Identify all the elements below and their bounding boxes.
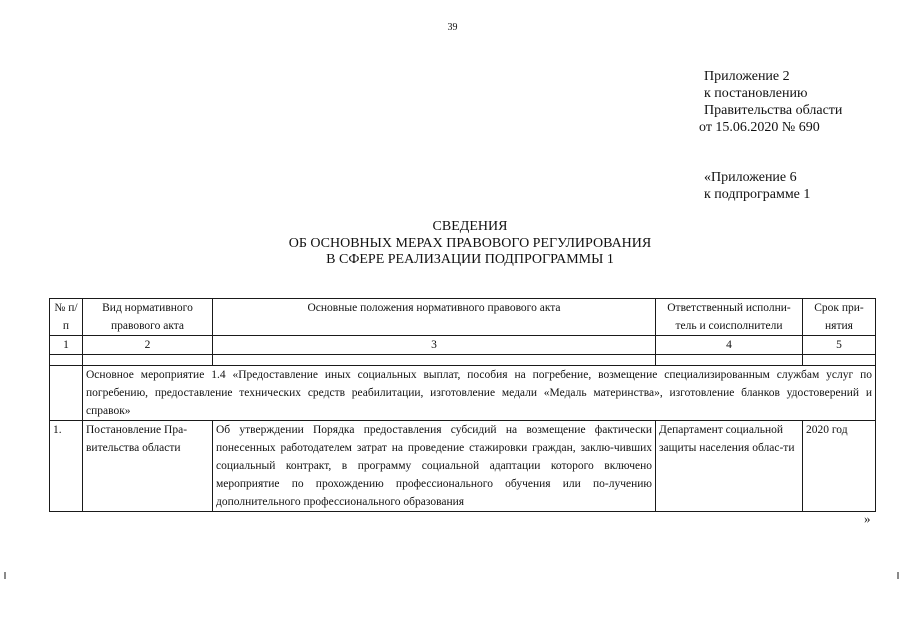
spacer-cell [656, 355, 803, 366]
title-line: СВЕДЕНИЯ [432, 219, 508, 234]
document-title [0, 219, 905, 269]
appendix-line: к постановлению [704, 86, 808, 101]
column-number: 2 [83, 336, 213, 355]
section-title: Основное мероприятие 1.4 «Предоставление иных социальных выплат, пособия на погребение, возмещение специализированным службам услуг по погребению, предоставление технических средств реабилитации, изготовление медали «Медаль материнства», изготовление бланков удостоверений и справок» [83, 366, 876, 421]
header-number: № п/п [50, 299, 83, 336]
column-number: 5 [803, 336, 876, 355]
row-number: 1. [50, 421, 83, 512]
header-responsible: Ответственный исполни-тель и соисполнители [656, 299, 803, 336]
page-number: 39 [447, 22, 458, 33]
legal-acts-table [49, 298, 876, 512]
appendix-reference [699, 68, 894, 136]
table-row [50, 421, 876, 512]
scan-edge-mark [4, 572, 6, 579]
row-responsible: Департамент социальной защиты населения облас-ти [656, 421, 803, 512]
spacer-cell [83, 355, 213, 366]
section-row [50, 366, 876, 421]
header-term: Срок при-нятия [803, 299, 876, 336]
subprogram-appendix-reference [704, 169, 894, 203]
title-line: В СФЕРЕ РЕАЛИЗАЦИИ ПОДПРОГРАММЫ 1 [326, 252, 614, 267]
header-act-type: Вид нормативного правового акта [83, 299, 213, 336]
appendix-line: «Приложение 6 [704, 170, 797, 185]
row-provisions: Об утверждении Порядка предоставления субсидий на возмещение фактически понесенных работодателем затрат на проведение стажировки граждан, заклю-чивших социальный контракт, в программу социальной адаптации которого включено мероприятие по прохождению профессионального обучения или по-лучению дополнительного профессионального образования [213, 421, 656, 512]
spacer-cell [213, 355, 656, 366]
row-term: 2020 год [803, 421, 876, 512]
closing-quote: » [864, 511, 871, 526]
column-number: 3 [213, 336, 656, 355]
spacer-cell [803, 355, 876, 366]
spacer-cell [50, 355, 83, 366]
column-number-row [50, 336, 876, 355]
title-line: ОБ ОСНОВНЫХ МЕРАХ ПРАВОВОГО РЕГУЛИРОВАНИЯ [288, 235, 652, 251]
section-number-cell [50, 366, 83, 421]
appendix-line: Приложение 2 [704, 69, 790, 84]
row-act-type: Постановление Пра-вительства области [83, 421, 213, 512]
column-number: 4 [656, 336, 803, 355]
appendix-date-line: от 15.06.2020 № 690 [699, 120, 820, 135]
appendix-line: Правительства области [704, 103, 843, 118]
column-number: 1 [50, 336, 83, 355]
appendix-line: к подпрограмме 1 [704, 187, 811, 202]
table-spacer-row [50, 355, 876, 366]
table-header-row [50, 299, 876, 336]
scan-edge-mark [897, 572, 899, 579]
header-provisions: Основные положения нормативного правового акта [213, 299, 656, 336]
